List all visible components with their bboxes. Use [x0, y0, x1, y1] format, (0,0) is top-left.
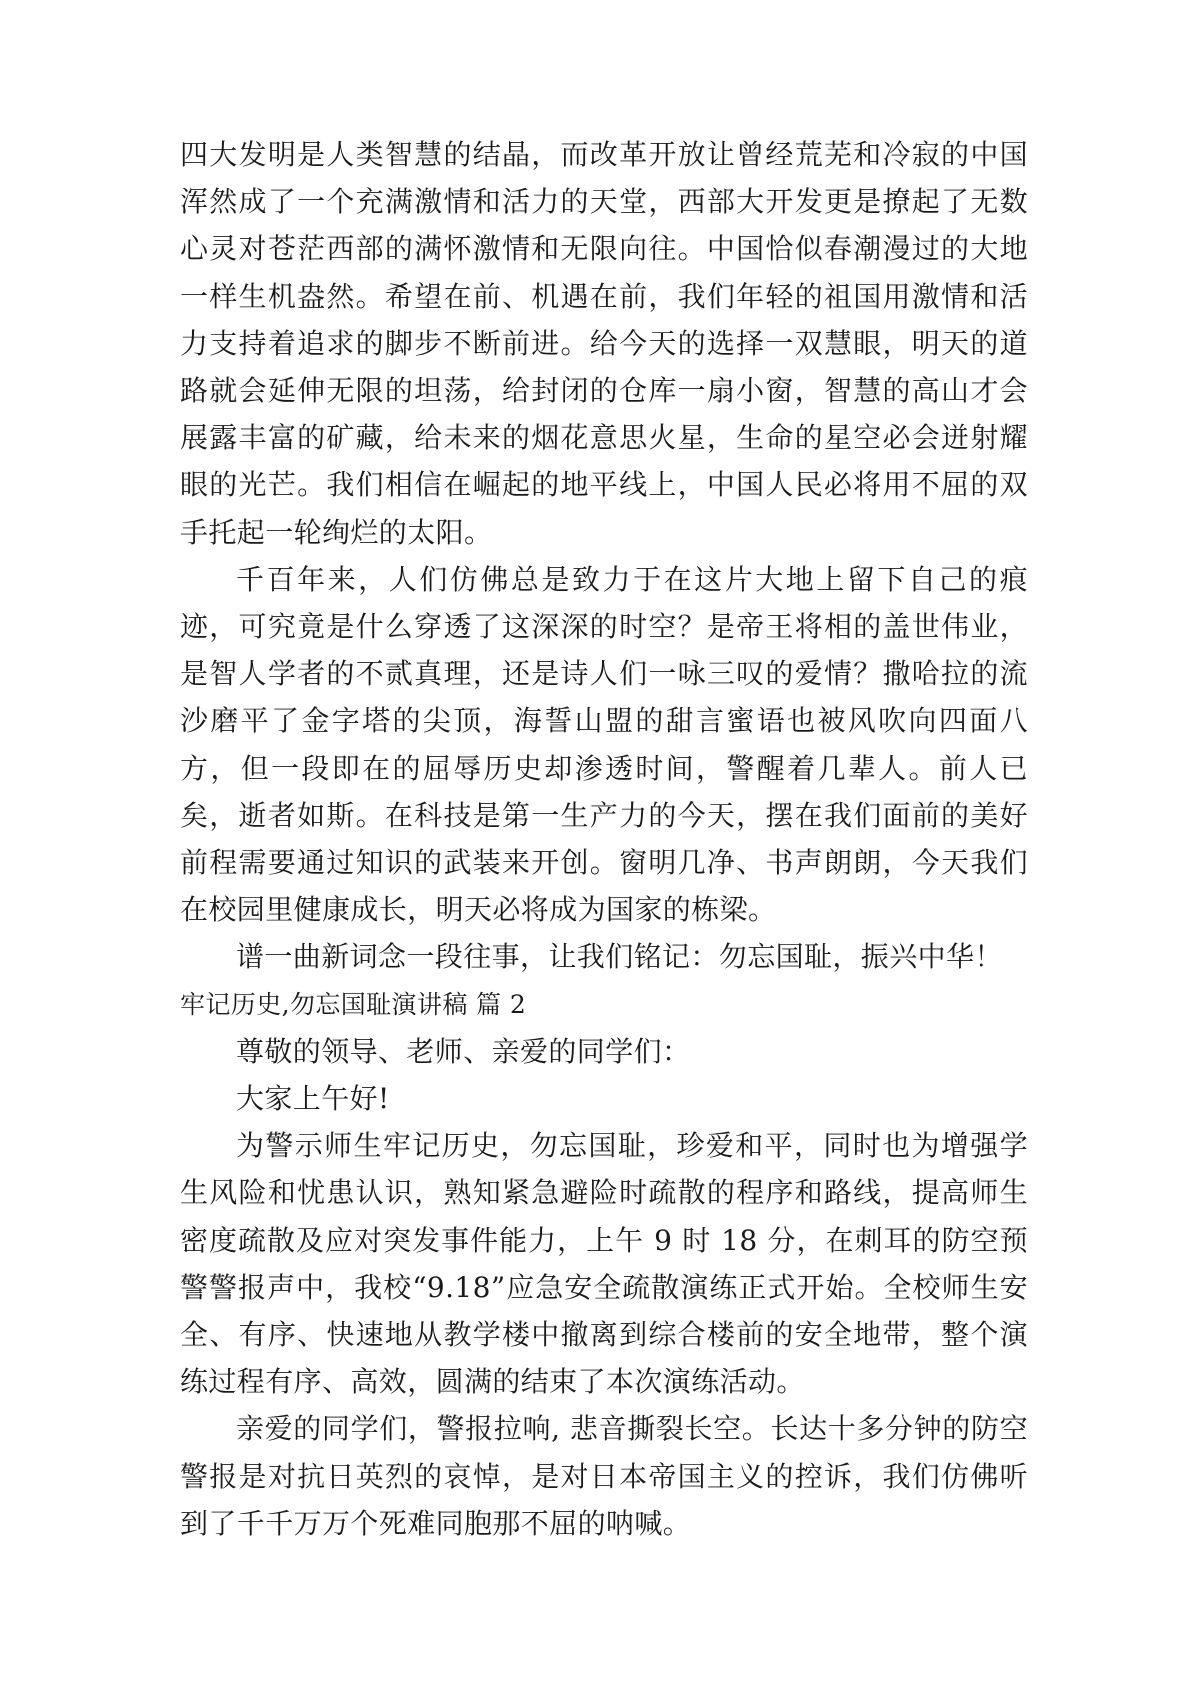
- paragraph-alarm: 亲爱的同学们，警报拉响, 悲音撕裂长空。长达十多分钟的防空警报是对抗日英烈的哀悼，是对日本帝国主义的控诉，我们仿佛听到了千千万万个死难同胞那不屈的呐喊。: [180, 1412, 1028, 1540]
- paragraph-four-inventions: 四大发明是人类智慧的结晶，而改革开放让曾经荒芜和冷寂的中国浑然成了一个充满激情和活力的天堂，西部大开发更是撩起了无数心灵对苍茫西部的满怀激情和无限向往。中国恰似春潮漫过的大地一样生机盎然。希望在前、机遇在前，我们年轻的祖国用激情和活力支持着追求的脚步不断前进。给今天的选择一双慧眼，明天的道路就会延伸无限的坦荡，给封闭的仓库一扇小窗，智慧的高山才会展露丰富的矿藏，给未来的烟花意思火星，生命的星空必会迸射耀眼的光芒。我们相信在崛起的地平线上，中国人民必将用不屈的双手托起一轮绚烂的太阳。: [180, 138, 1028, 549]
- paragraph-salutation: 尊敬的领导、老师、亲爱的同学们：: [236, 1034, 691, 1068]
- paragraph-slogan: 谱一曲新词念一段往事，让我们铭记：勿忘国耻，振兴中华！: [236, 940, 1003, 974]
- paragraph-drill: 为警示师生牢记历史，勿忘国耻，珍爱和平，同时也为增强学生风险和忧患认识，熟知紧急避险时疏散的程序和路线，提高师生密度疏散及应对突发事件能力，上午 9 时 18 分，在刺耳的防空预警警报声中，我校“9.18”应急安全疏散演练正式开始。全校师生安全、有序、快速地从教学楼中撤离到综合楼前的安全地带，整个演练过程有序、高效，圆满的结束了本次演练活动。: [180, 1129, 1028, 1399]
- section-heading: 牢记历史,勿忘国耻演讲稿 篇 2: [180, 989, 527, 1019]
- paragraph-history: 千百年来，人们仿佛总是致力于在这片大地上留下自己的痕迹，可究竟是什么穿透了这深深的时空？是帝王将相的盖世伟业，是智人学者的不贰真理，还是诗人们一咏三叹的爱情？撒哈拉的流沙磨平了金字塔的尖顶，海誓山盟的甜言蜜语也被风吹向四面八方，但一段即在的屈辱历史却渗透时间，警醒着几辈人。前人已矣，逝者如斯。在科技是第一生产力的今天，摆在我们面前的美好前程需要通过知识的武装来开创。窗明几净、书声朗朗，今天我们在校园里健康成长，明天必将成为国家的栋梁。: [180, 562, 1028, 927]
- document-body: [180, 131, 1028, 1547]
- paragraph-greeting: 大家上午好!: [236, 1082, 390, 1116]
